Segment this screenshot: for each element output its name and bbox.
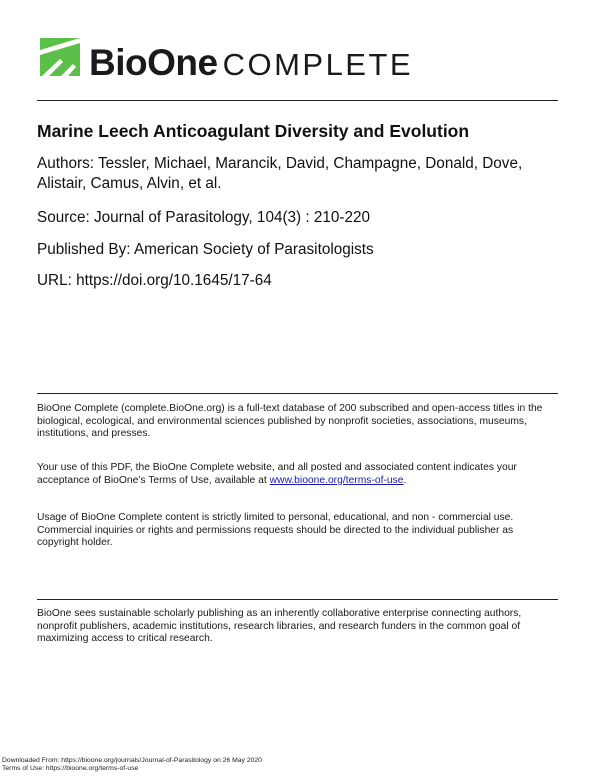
terms-of-use-link[interactable]: www.bioone.org/terms-of-use	[269, 474, 404, 486]
article-url[interactable]: URL: https://doi.org/10.1645/17-64	[37, 272, 272, 289]
article-authors: Authors: Tessler, Michael, Marancik, David, Champagne, Donald, Dove, Alistair, Camus, Alvin, et al.	[37, 155, 523, 192]
mission-divider	[37, 599, 558, 600]
bioone-logo-mark-icon	[40, 38, 80, 76]
mission-statement: BioOne sees sustainable scholarly publishing as an inherently collaborative enterprise connecting authors, nonprofit publishers, academic institutions, research libraries, and research funders in the common goal of maximizing access to critical research.	[37, 608, 522, 644]
bioone-logo-wordmark	[89, 41, 413, 87]
notices-divider	[37, 393, 558, 394]
logo-product: COMPLETE	[222, 47, 414, 82]
download-info: Downloaded From: https://bioone.org/journals/Journal-of-Parasitology on 26 May 2020	[2, 757, 262, 764]
terms-of-use-notice	[37, 462, 557, 487]
article-title: Marine Leech Anticoagulant Diversity and Evolution	[37, 121, 470, 141]
terms-prefix: Your use of this PDF, the BioOne Complete website, and all posted and associated content indicates your acceptance of BioOne’s Terms of Use, available at	[37, 462, 517, 486]
terms-suffix: .	[403, 474, 407, 486]
article-source: Source: Journal of Parasitology, 104(3) : 210-220	[37, 209, 371, 226]
terms-footer: Terms of Use: https://bioone.org/terms-of-use	[2, 765, 139, 772]
bioone-description: BioOne Complete (complete.BioOne.org) is a full-text database of 200 subscribed and open-access titles in the biological, ecological, and environmental sciences published by nonprofit societies, associations, museums, institutions, and presses.	[37, 403, 543, 439]
header-divider	[37, 100, 558, 101]
article-publisher: Published By: American Society of Parasitologists	[37, 241, 374, 258]
usage-notice: Usage of BioOne Complete content is strictly limited to personal, educational, and non - commercial use. Commercial inquiries or rights and permissions requests should be directed to the individual publisher as copyright holder.	[37, 512, 514, 548]
logo-brand: BioOne	[89, 42, 218, 83]
